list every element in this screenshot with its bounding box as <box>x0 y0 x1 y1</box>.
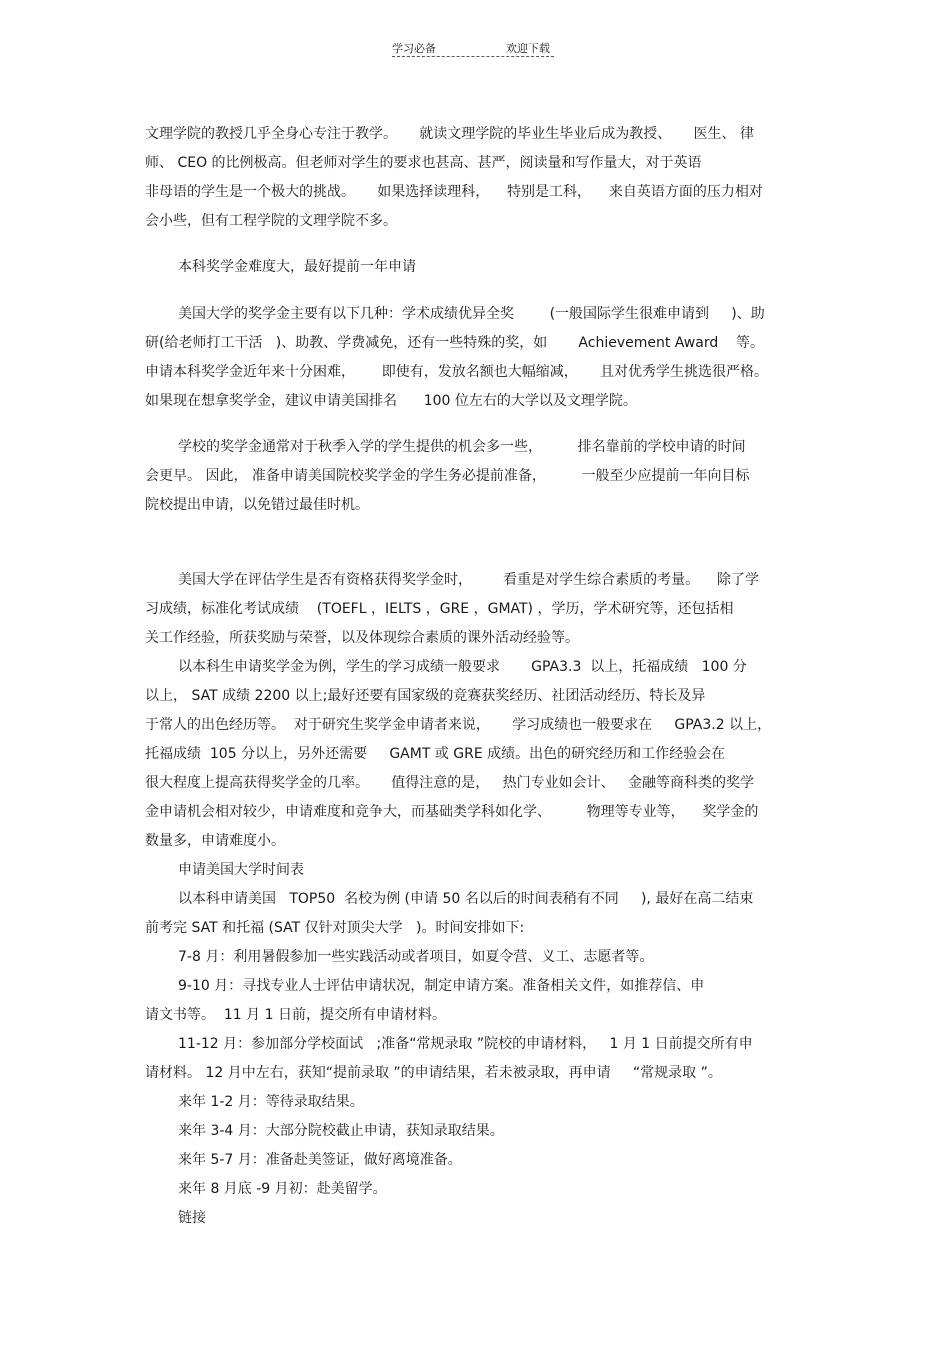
text-line: 于常人的出色经历等。 对于研究生奖学金申请者来说， 学习成绩也一般要求在 GPA3.2 以上， <box>145 717 772 733</box>
text-line: 会更早。 因此， 准备申请美国院校奖学金的学生务必提前准备， 一般至少应提前一年向目标 <box>145 468 750 484</box>
text-line: 金申请机会相对较少，申请难度和竞争大，而基础类学科如化学、 物理等专业等， 奖学金的 <box>145 804 759 820</box>
text-line: 师、 CEO 的比例极高。但老师对学生的要求也甚高、甚严，阅读量和写作量大，对于英语 <box>145 155 702 171</box>
text-line: 7-8 月：利用暑假参加一些实践活动或者项目，如夏令营、义工、志愿者等。 <box>178 949 654 965</box>
text-line: 来年 8 月底 -9 月初：赴美留学。 <box>178 1181 387 1197</box>
text-line: 美国大学的奖学金主要有以下几种：学术成绩优异全奖 (一般国际学生很难申请到 )、助 <box>178 306 765 322</box>
text-line: 研(给老师打工干活 )、助教、学费减免，还有一些特殊的奖，如 Achievement Award 等。 <box>145 335 765 351</box>
text-line: 非母语的学生是一个极大的挑战。 如果选择读理科， 特别是工科， 来自英语方面的压力相对 <box>145 184 763 200</box>
text-line: 院校提出申请，以免错过最佳时机。 <box>145 497 369 513</box>
link-label: 链接 <box>178 1210 206 1226</box>
text-line: 数量多，申请难度小。 <box>145 833 285 849</box>
text-line: 如果现在想拿奖学金，建议申请美国排名 100 位左右的大学以及文理学院。 <box>145 393 637 409</box>
text-line: 以上， SAT 成绩 2200 以上;最好还要有国家级的竞赛获奖经历、社团活动经历、特长及异 <box>145 688 706 704</box>
text-line: 以本科生申请奖学金为例，学生的学习成绩一般要求 GPA3.3 以上，托福成绩 100 分 <box>178 659 747 675</box>
text-line: 前考完 SAT 和托福 (SAT 仅针对顶尖大学 )。时间安排如下: <box>145 920 525 936</box>
text-line: 9-10 月：寻找专业人士评估申请状况，制定申请方案。准备相关文件，如推荐信、申 <box>178 978 705 994</box>
page-header <box>0 40 950 60</box>
text-line: 托福成绩 105 分以上，另外还需要 GAMT 或 GRE 成绩。出色的研究经历和工作经验会在 <box>145 746 726 762</box>
text-line: 会小些，但有工程学院的文理学院不多。 <box>145 213 397 229</box>
text-line: 来年 3-4 月：大部分院校截止申请，获知录取结果。 <box>178 1123 504 1139</box>
section-heading: 本科奖学金难度大，最好提前一年申请 <box>178 259 416 275</box>
text-line: 关工作经验，所获奖励与荣誉，以及体现综合素质的课外活动经验等。 <box>145 630 579 646</box>
text-line: 申请本科奖学金近年来十分困难， 即使有，发放名额也大幅缩减， 且对优秀学生挑选很严格。 <box>145 364 768 380</box>
header-left-text: 学习必备 <box>392 42 436 55</box>
text-line: 美国大学在评估学生是否有资格获得奖学金时， 看重是对学生综合素质的考量。 除了学 <box>178 572 759 588</box>
text-line: 很大程度上提高获得奖学金的几率。 值得注意的是， 热门专业如会计、 金融等商科类的奖学 <box>145 775 754 791</box>
text-line: 来年 5-7 月：准备赴美签证，做好离境准备。 <box>178 1152 462 1168</box>
text-line: 学校的奖学金通常对于秋季入学的学生提供的机会多一些， 排名靠前的学校申请的时间 <box>178 439 746 455</box>
text-line: 请文书等。 11 月 1 日前，提交所有申请材料。 <box>145 1007 446 1023</box>
section-heading: 申请美国大学时间表 <box>178 862 304 878</box>
text-line: 请材料。 12 月中左右，获知“提前录取 ”的申请结果，若未被录取，再申请 “常规录取 ”。 <box>145 1065 722 1081</box>
text-line: 文理学院的教授几乎全身心专注于教学。 就读文理学院的毕业生毕业后成为教授、 医生、 律 <box>145 126 754 142</box>
text-line: 习成绩，标准化考试成绩 (TOEFL ，IELTS ，GRE ，GMAT) ，学历，学术研究等，还包括相 <box>145 601 734 617</box>
header-right-text: 欢迎下载 <box>506 42 550 55</box>
text-line: 以本科申请美国 TOP50 名校为例 (申请 50 名以后的时间表稍有不同 ), 最好在高二结束 <box>178 891 754 907</box>
text-line: 来年 1-2 月：等待录取结果。 <box>178 1094 364 1110</box>
header-divider <box>392 56 554 57</box>
text-line: 11-12 月：参加部分学校面试 ;准备“常规录取 ”院校的申请材料， 1 月 1 日前提交所有申 <box>178 1036 753 1052</box>
